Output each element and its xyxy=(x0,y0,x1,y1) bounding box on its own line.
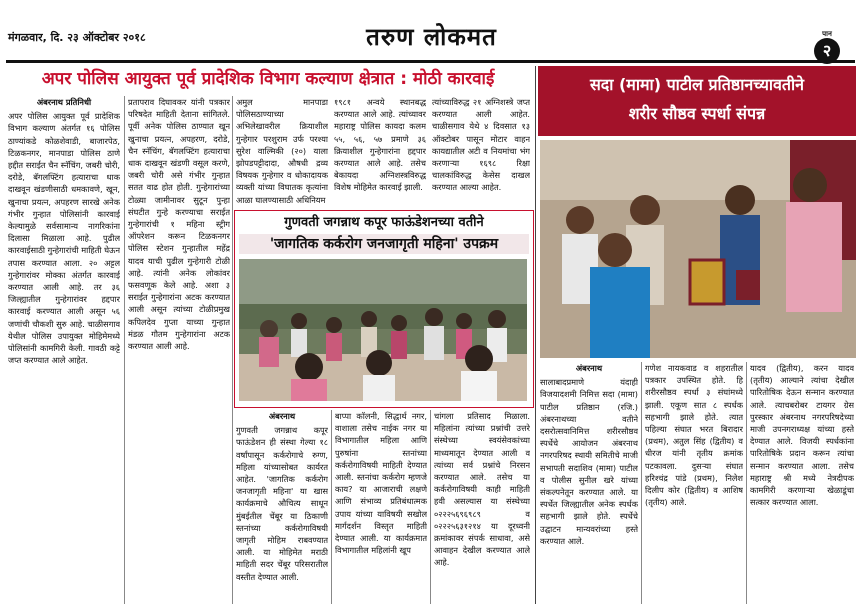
right-column-1 xyxy=(540,362,638,604)
awareness-event-photo xyxy=(239,259,527,401)
lead-column-3 xyxy=(236,96,328,206)
lead-byline: अंबरनाथ प्रतिनिधी xyxy=(36,97,92,107)
page-word: पान xyxy=(822,30,832,38)
inset-byline: अंबरनाथ xyxy=(268,411,296,421)
lead-col3-text: अमुल मानपाडा पोलिसठाण्याच्या अभिलेखावरील क्रियाशील गुन्हेगार परशुराम उर्फ परश्या सुरेश वाल्मिकी (२०) याला झोपडपट्टीदादा, औषधी द्रव्य विषयक गुन्हेगार व धोकादायक व्यक्ती यांच्या विघातक कृत्यांना आळा घालण्यासाठी अधिनियम xyxy=(236,97,328,205)
right-column-3 xyxy=(750,362,854,604)
inset-story-box xyxy=(234,210,534,408)
lead-column-1 xyxy=(8,96,120,604)
issue-date: मंगळवार, दि. २३ ऑक्टोबर २०१८ xyxy=(8,31,146,44)
lead-col2-text: प्रतापराव दिघावकर यांनी पत्रकार परिषदेत माहिती देताना सांगितले. पूर्वी अनेक पोलिस ठाण्यात खून खुनाचा प्रयत्न, अपहरण, दरोडे, चैन स्नॅचिंग, बॅगलफ्टिंग हत्याराचा धाक दाखवून खंडणी वसूल करणे, जबरी चोरी असे गंभीर गुन्हात सतत वाढ होत होती. गुन्हेगारांच्या टोळ्या जामीनावर सुटून पुन्हा संघटीत गुन्हे करण्याचा सराईत गुन्हेगारांची १ महिना स्ट्रीग ऑपरेशन करून टिळकनगर पोलिस स्टेशन गुन्हातील महेंद्र यादव याची पुढील गुन्हेगारी टोळी आहे. त्यांनी अनेक लोकांवर फसवणूक केले आहे. अशा ३ सराईत गुन्हेगारांना अटक करण्यात आली असून त्यांच्या टोळीप्रमुख कपिलदेव गुप्ता याच्या गुन्हात मंडळ गौतम गुन्हेगारांना अटक करण्यात आली आहे. xyxy=(128,97,230,352)
inset-title-line-2: 'जागतिक कर्करोग जनजागृती महिना' उपक्रम xyxy=(239,234,529,254)
right-byline: अंबरनाथ xyxy=(575,363,603,373)
lead-column-2 xyxy=(128,96,230,604)
column-divider xyxy=(331,410,332,604)
section-divider xyxy=(535,66,536,604)
inset-column-1 xyxy=(236,410,328,604)
right-headline-banner xyxy=(538,66,856,136)
lead-col1-text: अपर पोलिस आयुक्त पूर्व प्रादेशिक विभाग कल्याण अंतर्गत १६ पोलिस ठाण्यांकडे कोळशेवाडी, बाजारपेठ, टिळकनगर, मानपाडा पोलिस ठाणे हद्दीत सराईत चैन स्नॅचिंग, जबरी चोरी, दरोडे, बॅगलफ्टिंग हत्याराचा धाक दाखवून खंडणीसाठी धमकावणे, खून, खुनाचा प्रयत्न, अपहरण सारखे अनेक गंभीर गुन्हात पोलिसांनी कारवाई केल्यामुळे सर्वसामान्य नागरिकांना दिलासा मिळाला आहे. पुढील कारवाईसाठी गुन्हेगारांची माहिती घेऊन तपास करण्यात आला. २० अट्टल गुन्हेगारांवर मोक्का अंतर्गत कारवाई करण्यात आली आहे. तर ३६ जिल्ह्यातील गुन्हेगारांवर हद्दपार कारवाई करण्यात आली असून ५६ जणांची चौकशी सुरु आहे. चाळीसगाव येथील पोलिस उपायुक्त मोहिमेमध्ये पोलिसांनी कामगिरी केली. गावठी कट्टे जप्त करण्यात आले आहेत. xyxy=(8,111,120,366)
inset-title-line-1: गुणवती जगन्नाथ कपूर फाऊंडेशनच्या वतीने xyxy=(284,215,484,230)
right-headline-line-2: शरीर सौष्ठव स्पर्धा संपन्न xyxy=(628,104,766,123)
lead-column-5 xyxy=(432,96,530,206)
bodybuilding-award-photo-image xyxy=(540,140,856,358)
column-divider xyxy=(124,96,125,604)
inset-col1-text: गुणवती जगन्नाथ कपूर फाऊंडेशन ही संस्था गेल्या १८ वर्षांपासून कर्करोगाचे रुग्ण, महिला यांच्यासोबत कार्यरत आहेत. 'जागतिक कर्करोग जनजागृती महिना' या खास कार्यक्रमाचे औचित्य साधून मुंबईतील चेंबूर या ठिकाणी स्तनांच्या कर्करोगाविषयी जागृती मोहिम राबवण्यात आली. या मोहिमेत मराठी माहिती सदर चेंबूर परिसरातील वस्तीत देण्यात आली. xyxy=(236,425,328,582)
right-col1-text: सालाबादप्रमाणे यंदाही विजयादशमी निमित्त सदा (मामा) पाटील प्रतिष्ठान (रजि.) अंबरनाथच्या वतीने दसरोत्सवानिमित्त शरीरसौष्ठव स्पर्धेचे आयोजन अंबरनाथ नगरपरिषद स्थायी समितीचे माजी सभापती सदाशिव (मामा) पाटील व पोलीस सुनील खरे यांच्या संकल्पनेतून करण्यात आले. या स्पर्धेत जिल्ह्यातील अनेक स्पर्धक सहभागी झाले होते. स्पर्धेचे उद्घाटन मान्यवरांच्या हस्ते करण्यात आले. xyxy=(540,377,638,546)
right-column-2 xyxy=(645,362,743,604)
lead-col4-text: १९८१ अन्वये स्थानबद्ध करण्यात आले आहे. त्यांच्यावर महाराष्ट्र पोलिस कायदा कलम ५५, ५६, ५७ प्रमाणे ३६ क्रियाशील गुन्हेगारांना हद्दपार करण्यात आले आहे. तसेच बेकायदा अग्निशस्त्रविरुद्ध विशेष मोहिमेत कारवाई झाली. xyxy=(334,97,426,193)
masthead-rule xyxy=(6,60,855,63)
inset-column-3 xyxy=(434,410,530,604)
right-col3-text: यादव (द्वितीय), करन यादव (तृतीय) आल्याने त्यांचा देखील पारितोषिक देऊन सन्मान करण्यात आले. त्याचबरोबर टायगर ग्रेस पुरस्कार अंबरनाथ नगरपरिषदेच्या माजी उपनगराध्यक्ष यांच्या हस्ते देण्यात आले. विजयी स्पर्धकांना पारितोषिके प्रदान करून त्यांचा सन्मान करण्यात आला. तसेच महाराष्ट्र श्री मध्ये नेत्रदीपक कामगिरी करणाऱ्या खेळाडूंचा सत्कार करण्यात आला. xyxy=(750,363,854,508)
right-headline-line-1: सदा (मामा) पाटील प्रतिष्ठानच्यावतीने xyxy=(589,75,805,94)
masthead: तरुण लोकमत xyxy=(366,22,497,51)
lead-col5-text: त्यांच्याविरुद्ध २१ अग्निशस्त्रे जप्त करण्यात आली आहेत. चाळीसगाव येथे ४ दिवसात १३ ऑक्टोबर पासून मोटार वाहन कायद्यातील अटी व नियमांचा भंग करणाऱ्या १६९८ रिक्षा चालकांविरुद्ध केसेस दाखल करण्यात आल्या आहेत. xyxy=(432,97,530,193)
lead-column-4 xyxy=(334,96,426,206)
column-divider xyxy=(430,410,431,604)
bodybuilding-award-photo xyxy=(540,140,856,358)
inset-col3-text: चांगला प्रतिसाद मिळाला. महिलांना त्यांच्या प्रश्नांची उत्तरे संस्थेच्या स्वयंसेवकांच्या माध्यमातून देण्यात आली व त्यांच्या सर्व प्रश्नांचे निरसन करण्यात आले. तसेच या कर्करोगाविषयी काही माहिती हवी असल्यास या संस्थेच्या ०२२२५६९६९८९ व ०२२२५६३१२१४ या दूरध्वनी क्रमांकावर संपर्क साधावा, असे आवाहन देखील करण्यात आले आहे. xyxy=(434,411,530,568)
right-col2-text: गणेश नायकवाड व शहरातील पत्रकार उपस्थित होते. हि शरीरसौष्ठव स्पर्धा ३ संघांमध्ये झाली. एकूण सात ८ स्पर्धक सहभागी झाले होते. त्यात पहिल्या संघात भरत बिरादार (प्रथम), अतुल सिंह (द्वितीय) व धीरज यांनी तृतीय क्रमांक पटकावला. दुसऱ्या संघात हरिश्चंद्र पांडे (प्रथम), निलेश दिलीप कोर (द्वितीय) व आशिष (तृतीय) आले. xyxy=(645,363,743,508)
awareness-event-photo-image xyxy=(239,259,527,401)
column-divider xyxy=(641,362,642,604)
column-divider xyxy=(232,96,233,604)
inset-column-2 xyxy=(335,410,427,604)
inset-col2-text: बाप्पा कॉलनी, सिद्धार्थ नगर, वाशाला तसेच नाईक नगर या विभागातील महिला आणि पुरुषांना स्तनांच्या कर्करोगाविषयी माहिती देण्यात आली. स्तनांचा कर्करोग म्हणजे काय? या आजाराची लक्षणे आणि संभाव्य प्रतिबंधात्मक उपाय यांच्या याविषयी सखोल मार्गदर्शन विस्तृत माहिती देण्यात आली. या कार्यक्रमात विभागातील महिलांनी खूप xyxy=(335,411,427,556)
page-number: २ xyxy=(814,38,840,64)
lead-headline: अपर पोलिस आयुक्त पूर्व प्रादेशिक विभाग कल्याण क्षेत्रात : मोठी कारवाई xyxy=(41,69,495,89)
column-divider xyxy=(746,362,747,604)
